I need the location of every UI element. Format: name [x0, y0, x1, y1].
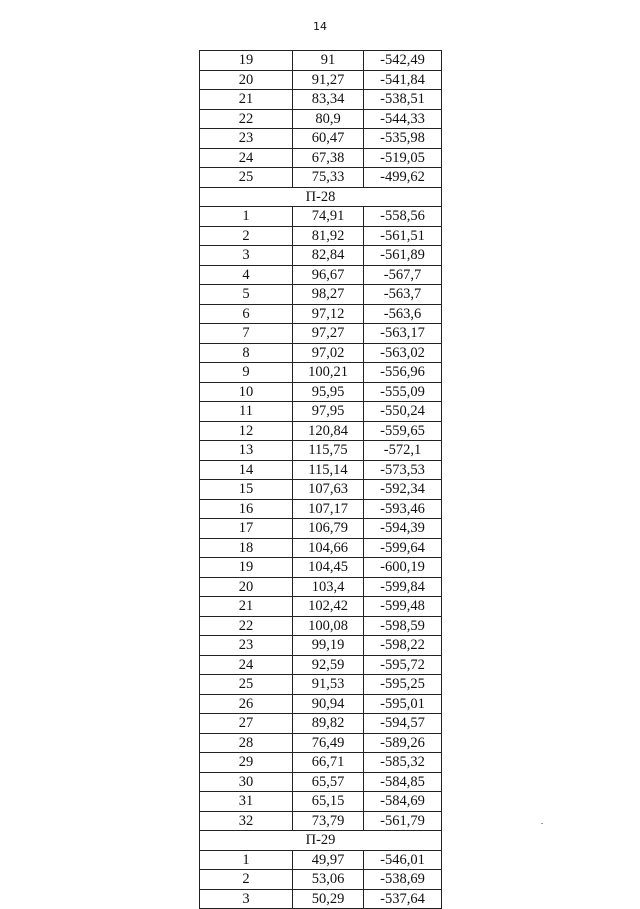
point-number-cell: 20 — [200, 70, 293, 90]
x-value-cell: 97,12 — [293, 304, 364, 324]
section-heading: П-28 — [200, 187, 442, 207]
point-number-cell: 12 — [200, 421, 293, 441]
point-number-cell: 31 — [200, 792, 293, 812]
point-number-cell: 24 — [200, 655, 293, 675]
table-row — [200, 109, 442, 129]
point-number-cell: 24 — [200, 148, 293, 168]
point-number-cell: 11 — [200, 402, 293, 422]
y-value-cell: -594,39 — [364, 519, 442, 539]
table-row — [200, 51, 442, 71]
y-value-cell: -573,53 — [364, 460, 442, 480]
x-value-cell: 90,94 — [293, 694, 364, 714]
table-row — [200, 753, 442, 773]
point-number-cell: 29 — [200, 753, 293, 773]
table-row — [200, 480, 442, 500]
x-value-cell: 106,79 — [293, 519, 364, 539]
x-value-cell: 73,79 — [293, 811, 364, 831]
table-row — [200, 90, 442, 110]
point-number-cell: 2 — [200, 226, 293, 246]
x-value-cell: 91,27 — [293, 70, 364, 90]
table-row — [200, 772, 442, 792]
table-row — [200, 441, 442, 461]
y-value-cell: -563,17 — [364, 324, 442, 344]
table-row — [200, 148, 442, 168]
x-value-cell: 76,49 — [293, 733, 364, 753]
section-heading: П-29 — [200, 831, 442, 851]
table-row — [200, 207, 442, 227]
point-number-cell: 19 — [200, 51, 293, 71]
y-value-cell: -542,49 — [364, 51, 442, 71]
x-value-cell: 95,95 — [293, 382, 364, 402]
table-row — [200, 499, 442, 519]
table-row — [200, 324, 442, 344]
y-value-cell: -561,89 — [364, 246, 442, 266]
table-row — [200, 460, 442, 480]
x-value-cell: 66,71 — [293, 753, 364, 773]
point-number-cell: 7 — [200, 324, 293, 344]
table-row — [200, 70, 442, 90]
table-row — [200, 636, 442, 656]
y-value-cell: -599,48 — [364, 597, 442, 617]
point-number-cell: 30 — [200, 772, 293, 792]
x-value-cell: 102,42 — [293, 597, 364, 617]
point-number-cell: 19 — [200, 558, 293, 578]
table-row — [200, 850, 442, 870]
point-number-cell: 1 — [200, 850, 293, 870]
x-value-cell: 97,95 — [293, 402, 364, 422]
y-value-cell: -563,6 — [364, 304, 442, 324]
table-row — [200, 655, 442, 675]
y-value-cell: -584,69 — [364, 792, 442, 812]
table-row — [200, 168, 442, 188]
x-value-cell: 115,14 — [293, 460, 364, 480]
table-row — [200, 246, 442, 266]
y-value-cell: -585,32 — [364, 753, 442, 773]
table-row — [200, 577, 442, 597]
y-value-cell: -600,19 — [364, 558, 442, 578]
point-number-cell: 23 — [200, 636, 293, 656]
y-value-cell: -589,26 — [364, 733, 442, 753]
section-heading-row — [200, 831, 442, 851]
table-row — [200, 694, 442, 714]
y-value-cell: -537,64 — [364, 889, 442, 909]
x-value-cell: 65,15 — [293, 792, 364, 812]
point-number-cell: 25 — [200, 168, 293, 188]
x-value-cell: 75,33 — [293, 168, 364, 188]
point-number-cell: 22 — [200, 109, 293, 129]
y-value-cell: -595,72 — [364, 655, 442, 675]
y-value-cell: -538,69 — [364, 870, 442, 890]
y-value-cell: -544,33 — [364, 109, 442, 129]
table-row — [200, 363, 442, 383]
x-value-cell: 91,53 — [293, 675, 364, 695]
point-number-cell: 8 — [200, 343, 293, 363]
x-value-cell: 107,63 — [293, 480, 364, 500]
table-row — [200, 675, 442, 695]
point-number-cell: 27 — [200, 714, 293, 734]
x-value-cell: 103,4 — [293, 577, 364, 597]
x-value-cell: 83,34 — [293, 90, 364, 110]
x-value-cell: 50,29 — [293, 889, 364, 909]
y-value-cell: -556,96 — [364, 363, 442, 383]
y-value-cell: -563,7 — [364, 285, 442, 305]
x-value-cell: 115,75 — [293, 441, 364, 461]
y-value-cell: -567,7 — [364, 265, 442, 285]
point-number-cell: 6 — [200, 304, 293, 324]
y-value-cell: -541,84 — [364, 70, 442, 90]
x-value-cell: 89,82 — [293, 714, 364, 734]
table-row — [200, 714, 442, 734]
y-value-cell: -584,85 — [364, 772, 442, 792]
x-value-cell: 53,06 — [293, 870, 364, 890]
point-number-cell: 25 — [200, 675, 293, 695]
y-value-cell: -558,56 — [364, 207, 442, 227]
scan-speck — [541, 823, 543, 824]
y-value-cell: -538,51 — [364, 90, 442, 110]
x-value-cell: 74,91 — [293, 207, 364, 227]
point-number-cell: 32 — [200, 811, 293, 831]
point-number-cell: 10 — [200, 382, 293, 402]
table-row — [200, 597, 442, 617]
y-value-cell: -593,46 — [364, 499, 442, 519]
point-number-cell: 4 — [200, 265, 293, 285]
y-value-cell: -595,01 — [364, 694, 442, 714]
y-value-cell: -499,62 — [364, 168, 442, 188]
point-number-cell: 3 — [200, 246, 293, 266]
point-number-cell: 17 — [200, 519, 293, 539]
table-row — [200, 558, 442, 578]
y-value-cell: -598,59 — [364, 616, 442, 636]
table-row — [200, 343, 442, 363]
table-row — [200, 538, 442, 558]
x-value-cell: 67,38 — [293, 148, 364, 168]
point-number-cell: 18 — [200, 538, 293, 558]
point-number-cell: 14 — [200, 460, 293, 480]
table-row — [200, 519, 442, 539]
coordinates-table — [199, 50, 442, 909]
y-value-cell: -598,22 — [364, 636, 442, 656]
x-value-cell: 82,84 — [293, 246, 364, 266]
table-row — [200, 421, 442, 441]
table-row — [200, 792, 442, 812]
point-number-cell: 13 — [200, 441, 293, 461]
x-value-cell: 81,92 — [293, 226, 364, 246]
x-value-cell: 99,19 — [293, 636, 364, 656]
coordinates-table-body — [200, 51, 442, 909]
x-value-cell: 97,02 — [293, 343, 364, 363]
x-value-cell: 107,17 — [293, 499, 364, 519]
table-row — [200, 616, 442, 636]
y-value-cell: -561,51 — [364, 226, 442, 246]
y-value-cell: -594,57 — [364, 714, 442, 734]
table-row — [200, 129, 442, 149]
y-value-cell: -550,24 — [364, 402, 442, 422]
y-value-cell: -595,25 — [364, 675, 442, 695]
point-number-cell: 20 — [200, 577, 293, 597]
x-value-cell: 100,21 — [293, 363, 364, 383]
point-number-cell: 26 — [200, 694, 293, 714]
table-row — [200, 265, 442, 285]
point-number-cell: 15 — [200, 480, 293, 500]
x-value-cell: 96,67 — [293, 265, 364, 285]
x-value-cell: 98,27 — [293, 285, 364, 305]
x-value-cell: 92,59 — [293, 655, 364, 675]
x-value-cell: 80,9 — [293, 109, 364, 129]
section-heading-row — [200, 187, 442, 207]
x-value-cell: 104,45 — [293, 558, 364, 578]
point-number-cell: 23 — [200, 129, 293, 149]
table-row — [200, 402, 442, 422]
point-number-cell: 22 — [200, 616, 293, 636]
table-row — [200, 285, 442, 305]
table-row — [200, 870, 442, 890]
table-row — [200, 382, 442, 402]
x-value-cell: 97,27 — [293, 324, 364, 344]
y-value-cell: -535,98 — [364, 129, 442, 149]
page-number: 14 — [313, 20, 327, 33]
point-number-cell: 28 — [200, 733, 293, 753]
table-row — [200, 304, 442, 324]
table-row — [200, 889, 442, 909]
point-number-cell: 21 — [200, 90, 293, 110]
y-value-cell: -555,09 — [364, 382, 442, 402]
point-number-cell: 3 — [200, 889, 293, 909]
y-value-cell: -561,79 — [364, 811, 442, 831]
x-value-cell: 60,47 — [293, 129, 364, 149]
x-value-cell: 91 — [293, 51, 364, 71]
x-value-cell: 120,84 — [293, 421, 364, 441]
y-value-cell: -592,34 — [364, 480, 442, 500]
y-value-cell: -599,84 — [364, 577, 442, 597]
y-value-cell: -563,02 — [364, 343, 442, 363]
y-value-cell: -546,01 — [364, 850, 442, 870]
point-number-cell: 1 — [200, 207, 293, 227]
point-number-cell: 16 — [200, 499, 293, 519]
point-number-cell: 5 — [200, 285, 293, 305]
point-number-cell: 21 — [200, 597, 293, 617]
y-value-cell: -519,05 — [364, 148, 442, 168]
y-value-cell: -572,1 — [364, 441, 442, 461]
table-row — [200, 733, 442, 753]
y-value-cell: -559,65 — [364, 421, 442, 441]
y-value-cell: -599,64 — [364, 538, 442, 558]
x-value-cell: 65,57 — [293, 772, 364, 792]
table-row — [200, 226, 442, 246]
point-number-cell: 2 — [200, 870, 293, 890]
table-row — [200, 811, 442, 831]
x-value-cell: 49,97 — [293, 850, 364, 870]
x-value-cell: 104,66 — [293, 538, 364, 558]
point-number-cell: 9 — [200, 363, 293, 383]
x-value-cell: 100,08 — [293, 616, 364, 636]
